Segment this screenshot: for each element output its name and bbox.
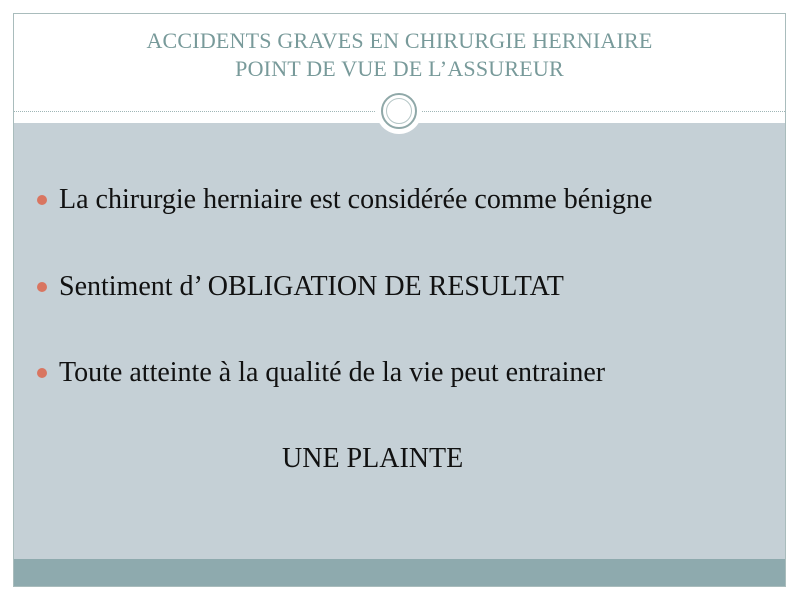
bullet-text: Toute atteinte à la qualité de la vie peut entrainer [59,357,606,388]
slide-title-line-1: ACCIDENTS GRAVES EN CHIRURGIE HERNIAIRE [146,28,653,53]
emblem-outer-ring [381,93,417,129]
slide-title-line-2: POINT DE VUE DE L’ASSUREUR [235,56,564,81]
bullet-text: La chirurgie herniaire est considérée comme bénigne [59,184,653,215]
continuation-text: UNE PLAINTE [282,443,464,474]
bullet-dot-icon [37,368,47,378]
bullet-text: Sentiment d’ OBLIGATION DE RESULTAT [59,271,564,302]
circle-ring-icon [376,88,422,134]
footer-band [14,559,785,587]
slide [13,13,786,587]
emblem-inner-ring [386,98,412,124]
bullet-dot-icon [37,282,47,292]
bullet-dot-icon [37,195,47,205]
